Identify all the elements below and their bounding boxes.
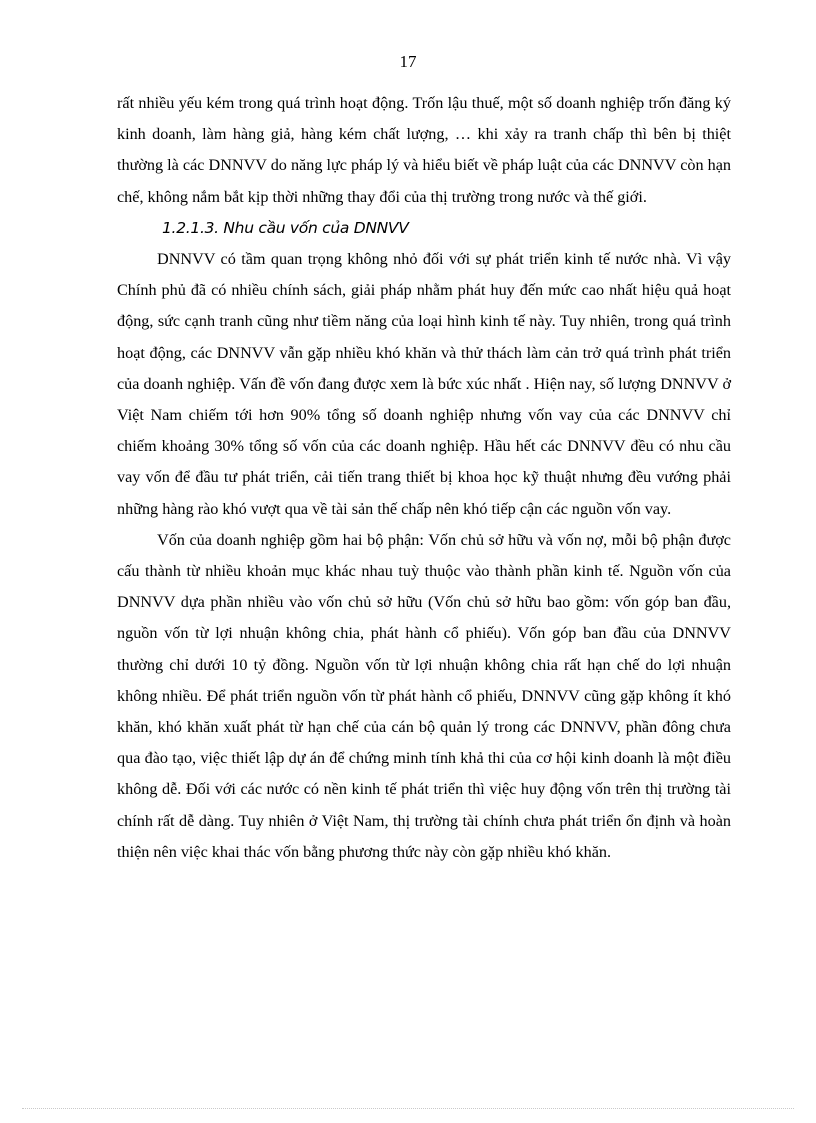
paragraph-importance: DNNVV có tầm quan trọng không nhỏ đối với sự phát triển kinh tế nước nhà. Vì vậy Chính phủ đã có nhiều chính sách, giải pháp nhằm phát huy đến mức cao nhất hiệu quả hoạt động, sức cạnh tranh cũng như tiềm năng của loại hình kinh tế này. Tuy nhiên, trong quá trình hoạt động, các DNNVV vẫn gặp nhiều khó khăn và thử thách làm cản trở quá trình phát triển của doanh nghiệp. Vấn đề vốn đang được xem là bức xúc nhất . Hiện nay, số lượng DNNVV ở Việt Nam chiếm tới hơn 90% tổng số doanh nghiệp nhưng vốn vay của các DNNVV chỉ chiếm khoảng 30% tổng số vốn của các doanh nghiệp. Hầu hết các DNNVV đều có nhu cầu vay vốn để đầu tư phát triển, cải tiến trang thiết bị khoa học kỹ thuật nhưng đều vướng phải những hàng rào khó vượt qua về tài sản thế chấp nên khó tiếp cận các nguồn vốn vay. [117,250,731,518]
section-heading: 1.2.1.3. Nhu cầu vốn của DNNVV [162,218,409,237]
page-number: 17 [399,52,417,71]
paragraph-continuation: rất nhiều yếu kém trong quá trình hoạt động. Trốn lậu thuế, một số doanh nghiệp trốn đăng ký kinh doanh, làm hàng giả, hàng kém chất lượng, … khi xảy ra tranh chấp thì bên bị thiệt thường là các DNNVV do năng lực pháp lý và hiểu biết về pháp luật của các DNNVV còn hạn chế, không nắm bắt kịp thời những thay đổi của thị trường trong nước và thế giới. [117,94,731,206]
footer-divider [22,1108,794,1109]
paragraph-capital-structure: Vốn của doanh nghiệp gồm hai bộ phận: Vốn chủ sở hữu và vốn nợ, mỗi bộ phận được cấu thành từ nhiều khoản mục khác nhau tuỳ thuộc vào thành phần kinh tế. Nguồn vốn của DNNVV dựa phần nhiều vào vốn chủ sở hữu (Vốn chủ sở hữu bao gồm: vốn góp ban đầu, nguồn vốn từ lợi nhuận không chia, phát hành cổ phiếu). Vốn góp ban đầu của DNNVV thường chỉ dưới 10 tỷ đồng. Nguồn vốn từ lợi nhuận không chia rất hạn chế do lợi nhuận không nhiều. Để phát triển nguồn vốn từ phát hành cổ phiếu, DNNVV cũng gặp không ít khó khăn, khó khăn xuất phát từ hạn chế của cán bộ quản lý trong các DNNVV, phần đông chưa qua đào tạo, việc thiết lập dự án để chứng minh tính khả thi của cơ hội kinh doanh là một điều không dễ. Đối với các nước có nền kinh tế phát triển thì việc huy động vốn trên thị trường tài chính rất dễ dàng. Tuy nhiên ở Việt Nam, thị trường tài chính chưa phát triển ổn định và hoàn thiện nên việc khai thác vốn bằng phương thức này còn gặp nhiều khó khăn. [117,530,731,861]
document-body [117,88,731,868]
